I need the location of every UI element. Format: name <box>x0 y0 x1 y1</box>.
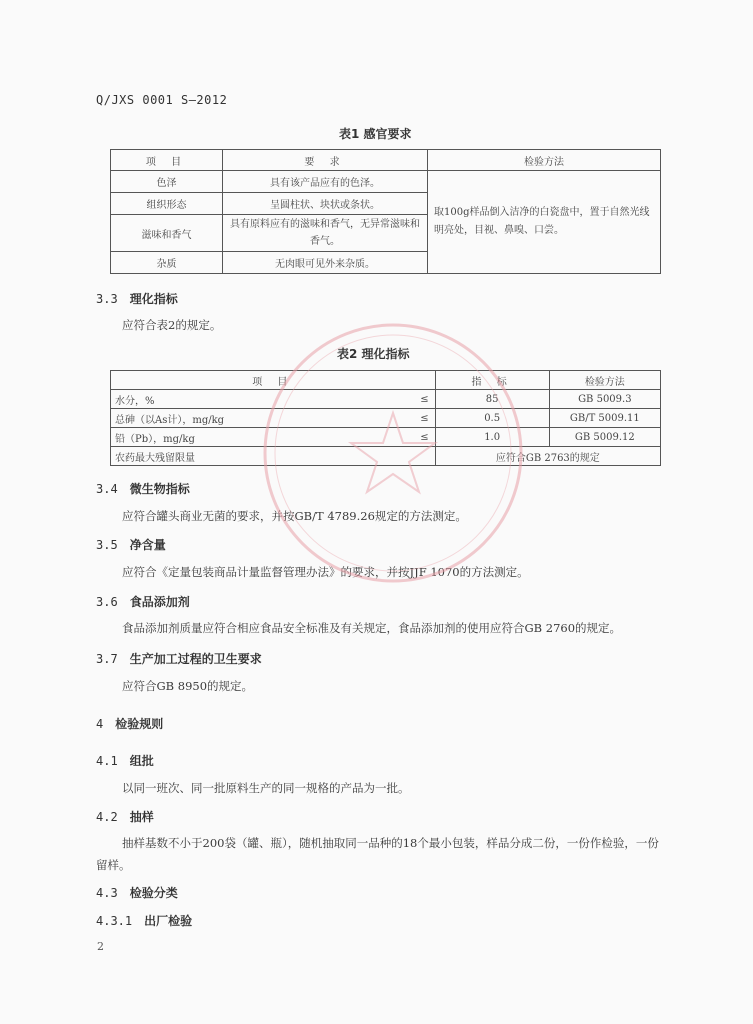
table-row <box>111 171 661 193</box>
section-number: 4.2 <box>96 810 118 824</box>
section-title: 生产加工过程的卫生要求 <box>129 652 262 666</box>
table-cell: 农药最大残留限量 <box>111 447 436 466</box>
table-cell: ≤ <box>405 409 436 428</box>
table-header: 项 目 <box>111 371 436 390</box>
paragraph: 应符合表2的规定。 <box>122 318 222 332</box>
section-number: 4.1 <box>96 754 118 768</box>
table-cell: 具有该产品应有的色泽。 <box>223 171 428 193</box>
document-code: Q/JXS 0001 S—2012 <box>96 93 228 107</box>
table-header: 指 标 <box>435 371 549 390</box>
table-cell: 85 <box>435 390 549 409</box>
table-cell: 滋味和香气 <box>111 215 223 252</box>
section-number: 4.3.1 <box>96 914 133 928</box>
section-title: 抽样 <box>129 810 154 824</box>
section-heading <box>96 912 192 929</box>
table-cell: GB 5009.12 <box>549 428 660 447</box>
table-cell: 具有原料应有的滋味和香气，无异常滋味和香气。 <box>223 215 428 252</box>
page-number: 2 <box>97 940 104 953</box>
table-header-row <box>111 150 661 171</box>
paragraph: 应符合《定量包装商品计量监督管理办法》的要求，并按JJF 1070的方法测定。 <box>122 565 529 579</box>
table-cell: ≤ <box>405 428 436 447</box>
table-cell: 铅（Pb），mg/kg <box>111 428 405 447</box>
section-number: 4.3 <box>96 886 118 900</box>
section-number: 3.3 <box>96 292 118 306</box>
table2-caption: 表2 理化指标 <box>337 347 410 361</box>
table-cell: 无肉眼可见外来杂质。 <box>223 252 428 274</box>
section-heading <box>96 593 190 610</box>
section-heading <box>96 715 163 732</box>
official-seal <box>258 318 528 588</box>
section-title: 食品添加剂 <box>129 595 190 609</box>
section-heading <box>96 752 154 769</box>
section-title: 微生物指标 <box>129 482 190 496</box>
table-header: 项 目 <box>111 150 223 171</box>
table-cell: GB 5009.3 <box>549 390 660 409</box>
paragraph: 抽样基数不小于200袋（罐、瓶），随机抽取同一品种的18个最小包装，样品分成二份，一份作检验，一份留样。 <box>96 836 659 872</box>
section-heading <box>96 290 178 307</box>
section-title: 净含量 <box>129 538 166 552</box>
table-cell: 1.0 <box>435 428 549 447</box>
section-number: 3.6 <box>96 595 118 609</box>
paragraph: 应符合GB 8950的规定。 <box>122 679 254 693</box>
section-number: 4 <box>96 717 104 731</box>
section-number: 3.5 <box>96 538 118 552</box>
paragraph: 以同一班次、同一批原料生产的同一规格的产品为一批。 <box>122 781 410 795</box>
section-title: 理化指标 <box>129 292 178 306</box>
table-cell: GB/T 5009.11 <box>549 409 660 428</box>
section-title: 出厂检验 <box>144 914 193 928</box>
sensory-requirements-table <box>110 149 661 274</box>
section-number: 3.7 <box>96 652 118 666</box>
section-heading <box>96 650 262 667</box>
table-cell: 杂质 <box>111 252 223 274</box>
section-number: 3.4 <box>96 482 118 496</box>
table1-caption: 表1 感官要求 <box>339 127 412 141</box>
table-cell: 呈圆柱状、块状或条状。 <box>223 193 428 215</box>
table-cell: 总砷（以As计），mg/kg <box>111 409 405 428</box>
paragraph: 食品添加剂质量应符合相应食品安全标准及有关规定，食品添加剂的使用应符合GB 2760的规定。 <box>122 621 622 635</box>
section-heading <box>96 480 190 497</box>
section-title: 组批 <box>129 754 154 768</box>
table-cell-method: 取100g样品倒入洁净的白瓷盘中，置于自然光线明亮处，目视、鼻嗅、口尝。 <box>428 171 661 274</box>
table-header: 要 求 <box>223 150 428 171</box>
table-cell: 应符合GB 2763的规定 <box>435 447 660 466</box>
section-title: 检验分类 <box>129 886 178 900</box>
section-heading <box>96 536 166 553</box>
table-cell: 色泽 <box>111 171 223 193</box>
table-cell: 组织形态 <box>111 193 223 215</box>
paragraph: 应符合罐头商业无菌的要求，并按GB/T 4789.26规定的方法测定。 <box>122 509 467 523</box>
table-header: 检验方法 <box>428 150 661 171</box>
table-cell: 水分，% <box>111 390 405 409</box>
section-heading <box>96 808 154 825</box>
section-heading <box>96 884 178 901</box>
section-title: 检验规则 <box>115 717 164 731</box>
table-header: 检验方法 <box>549 371 660 390</box>
table-cell: ≤ <box>405 390 436 409</box>
table-cell: 0.5 <box>435 409 549 428</box>
